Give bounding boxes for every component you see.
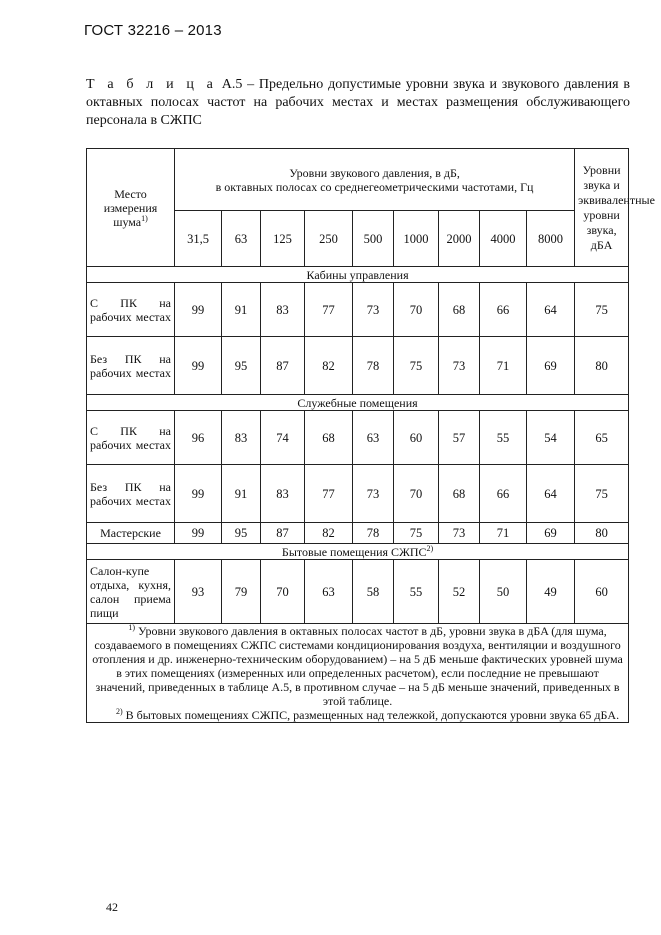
pressure-level-cell: 75 [394, 523, 439, 544]
pressure-level-cell: 70 [394, 283, 439, 337]
pressure-level-cell: 58 [353, 560, 394, 624]
section-header-row [87, 544, 629, 560]
frequency-header: 1000 [394, 211, 439, 267]
measurement-place: Салон-купе отдыха, кухня, салон приема пищи [87, 560, 175, 624]
measurement-place: Без ПК на рабочих местах [87, 337, 175, 395]
pressure-level-cell: 99 [175, 337, 222, 395]
pressure-level-cell: 74 [261, 411, 305, 465]
pressure-level-cell: 83 [261, 283, 305, 337]
table-notes [87, 624, 629, 723]
frequency-header: 63 [222, 211, 261, 267]
pressure-level-cell: 63 [305, 560, 353, 624]
pressure-level-cell: 69 [527, 523, 575, 544]
footnote-text: Уровни звукового давления в октавных полосах частот в дБ, уровни звука в дБA (для шума, создаваемого в помещениях СЖПС системами кондиционирования воздуха, вентиляции и воздушного отопления и др. инженерно-техническим оборудованием) – на 5 дБ меньше фактических уровней шума в этих помещениях (измеренных или определенных расчетом), если последние не превышают значений, приведенных в таблице А.5, в противном случае – на 5 дБ меньше значений, приведенных в этой таблице. [92, 624, 623, 708]
section-header-row [87, 267, 629, 283]
pressure-level-cell: 71 [480, 523, 527, 544]
sound-level-cell: 60 [575, 560, 629, 624]
frequency-header: 2000 [439, 211, 480, 267]
pressure-level-cell: 49 [527, 560, 575, 624]
pressure-level-cell: 99 [175, 523, 222, 544]
caption-text: – Предельно допустимые уровни звука и звукового давления в октавных полосах частот на рабочих местах и местах размещения обслуживающего персонала в СЖПС [86, 77, 631, 128]
pressure-level-cell: 87 [261, 523, 305, 544]
pressure-level-cell: 83 [222, 411, 261, 465]
place-column-header [87, 149, 175, 267]
section-title-footnote: 2) [426, 543, 434, 553]
pressure-level-cell: 54 [527, 411, 575, 465]
footnote-text: В бытовых помещениях СЖПС, размещенных над тележкой, допускаются уровни звука 65 дБA. [122, 708, 620, 722]
pressure-level-cell: 99 [175, 465, 222, 523]
pressure-level-cell: 83 [261, 465, 305, 523]
pressure-level-cell: 55 [394, 560, 439, 624]
section-title-text: Бытовые помещения СЖПС [281, 544, 427, 559]
place-header-footnote: 1) [141, 213, 148, 223]
pressure-level-cell: 95 [222, 523, 261, 544]
levels-header-line1: Уровни звукового давления, в дБ, [289, 165, 460, 180]
table-caption [86, 76, 630, 130]
section-title [87, 544, 629, 560]
pressure-level-cell: 95 [222, 337, 261, 395]
table-row [87, 465, 629, 523]
pressure-level-cell: 73 [353, 283, 394, 337]
section-title [87, 395, 629, 411]
pressure-level-cell: 63 [353, 411, 394, 465]
pressure-level-cell: 96 [175, 411, 222, 465]
footnote [90, 624, 625, 708]
sound-header-text: Уровни звука и эквивалентные уровни звука, дБA [578, 162, 655, 252]
measurement-place: С ПК на рабочих местах [87, 411, 175, 465]
pressure-level-cell: 50 [480, 560, 527, 624]
sound-level-cell: 65 [575, 411, 629, 465]
footnote-marker: 1) [128, 623, 135, 632]
pressure-level-cell: 57 [439, 411, 480, 465]
pressure-level-cell: 82 [305, 523, 353, 544]
pressure-level-cell: 87 [261, 337, 305, 395]
pressure-level-cell: 52 [439, 560, 480, 624]
pressure-level-cell: 75 [394, 337, 439, 395]
place-header-text: Место измерения шума [103, 186, 158, 229]
pressure-level-cell: 82 [305, 337, 353, 395]
pressure-level-cell: 55 [480, 411, 527, 465]
pressure-level-cell: 68 [305, 411, 353, 465]
section-title [87, 267, 629, 283]
sound-level-cell: 80 [575, 523, 629, 544]
frequency-header: 8000 [527, 211, 575, 267]
table-row [87, 337, 629, 395]
frequency-header: 500 [353, 211, 394, 267]
pressure-level-cell: 78 [353, 337, 394, 395]
pressure-level-cell: 64 [527, 283, 575, 337]
pressure-level-cell: 73 [439, 337, 480, 395]
pressure-level-cell: 73 [353, 465, 394, 523]
pressure-level-cell: 78 [353, 523, 394, 544]
pressure-level-cell: 73 [439, 523, 480, 544]
footnote-marker: 2) [115, 707, 123, 716]
pressure-level-cell: 70 [394, 465, 439, 523]
pressure-level-cell: 91 [222, 283, 261, 337]
table-row [87, 411, 629, 465]
section-title-text: Кабины управления [306, 267, 409, 282]
sound-level-cell: 75 [575, 465, 629, 523]
frequency-header: 4000 [480, 211, 527, 267]
pressure-level-cell: 99 [175, 283, 222, 337]
pressure-level-cell: 66 [480, 283, 527, 337]
measurement-place: Мастерские [87, 523, 175, 544]
sound-column-header [575, 149, 655, 267]
sound-level-cell: 80 [575, 337, 629, 395]
pressure-level-cell: 93 [175, 560, 222, 624]
pressure-level-cell: 70 [261, 560, 305, 624]
levels-header-line2: в октавных полосах со среднегеометрическими частотами, Гц [215, 179, 534, 194]
pressure-level-cell: 77 [305, 465, 353, 523]
pressure-level-cell: 60 [394, 411, 439, 465]
pressure-level-cell: 69 [527, 337, 575, 395]
measurement-place: С ПК на рабочих местах [87, 283, 175, 337]
table-row [87, 560, 629, 624]
sound-level-cell: 75 [575, 283, 629, 337]
footnote [90, 708, 625, 722]
section-title-text: Служебные помещения [297, 395, 418, 410]
noise-limits-table [86, 148, 655, 723]
levels-column-header [175, 149, 575, 211]
pressure-level-cell: 64 [527, 465, 575, 523]
table-row [87, 283, 629, 337]
table-row [87, 523, 629, 544]
pressure-level-cell: 68 [439, 283, 480, 337]
pressure-level-cell: 71 [480, 337, 527, 395]
pressure-level-cell: 91 [222, 465, 261, 523]
document-header: ГОСТ 32216 – 2013 [84, 22, 222, 39]
pressure-level-cell: 77 [305, 283, 353, 337]
frequency-header: 31,5 [175, 211, 222, 267]
notes-row [87, 624, 629, 723]
pressure-level-cell: 68 [439, 465, 480, 523]
caption-number: А.5 [221, 77, 243, 92]
frequency-header: 125 [261, 211, 305, 267]
header-row [87, 149, 629, 211]
page-number: 42 [106, 900, 118, 914]
pressure-level-cell: 79 [222, 560, 261, 624]
section-header-row [87, 395, 629, 411]
measurement-place: Без ПК на рабочих местах [87, 465, 175, 523]
pressure-level-cell: 66 [480, 465, 527, 523]
table-body [87, 149, 655, 723]
frequency-header: 250 [305, 211, 353, 267]
caption-label: Т а б л и ц а [86, 77, 217, 92]
